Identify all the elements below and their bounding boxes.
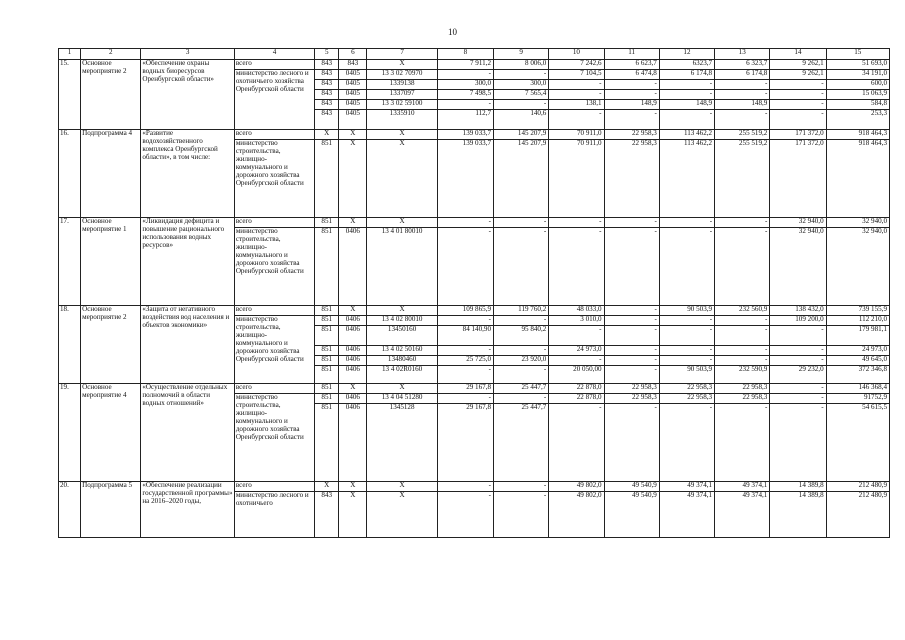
cell-amount: -	[604, 316, 659, 326]
cell-code: 0406	[339, 394, 367, 404]
cell-amount: -	[770, 90, 826, 100]
cell-code: 851	[315, 218, 339, 228]
cell-amount: 119 760,2	[494, 306, 549, 316]
cell-amount: -	[659, 110, 714, 130]
cell-amount: 139 033,7	[437, 130, 493, 140]
cell-amount: 25 447,7	[494, 384, 549, 394]
table-row	[59, 60, 890, 70]
cell-amount: -	[659, 316, 714, 326]
column-header: 14	[770, 49, 826, 60]
cell-amount: -	[715, 228, 770, 306]
cell-name: «Защита от негативного воздействия вод населения и объектов экономики»	[141, 306, 234, 384]
cell-amount: -	[549, 90, 604, 100]
cell-amount: 148,9	[715, 100, 770, 110]
cell-amount: 7 911,2	[437, 60, 493, 70]
cell-amount: -	[604, 346, 659, 356]
cell-code: X	[367, 306, 437, 316]
cell-amount: 232 560,9	[715, 306, 770, 316]
cell-amount: -	[715, 218, 770, 228]
cell-amount: 23 920,0	[494, 356, 549, 366]
cell-amount: 918 464,3	[826, 130, 889, 140]
cell-code: X	[367, 218, 437, 228]
cell-type: Основное мероприятие 1	[81, 218, 141, 306]
cell-amount: 113 462,2	[659, 130, 714, 140]
cell-amount: -	[659, 346, 714, 356]
cell-amount: 212 480,9	[826, 492, 889, 538]
cell-code: 843	[315, 80, 339, 90]
cell-amount: 49 802,0	[549, 482, 604, 492]
cell-amount: -	[659, 404, 714, 482]
column-header: 15	[826, 49, 889, 60]
cell-code: 0406	[339, 228, 367, 306]
page-number: 10	[448, 27, 457, 37]
cell-amount: 29 232,0	[770, 366, 826, 384]
cell-amount: 112 210,0	[826, 316, 889, 326]
cell-total-label: всего	[234, 306, 314, 316]
table-row	[59, 306, 890, 316]
cell-amount: 49 374,1	[659, 482, 714, 492]
cell-total-label: всего	[234, 60, 314, 70]
cell-amount: 25 447,7	[494, 404, 549, 482]
column-header: 3	[141, 49, 234, 60]
cell-amount: -	[494, 346, 549, 356]
cell-total-label: всего	[234, 482, 314, 492]
cell-code: 843	[315, 60, 339, 70]
cell-code: 0406	[339, 356, 367, 366]
cell-amount: 112,7	[437, 110, 493, 130]
cell-amount: 29 167,8	[437, 384, 493, 394]
cell-code: 0405	[339, 100, 367, 110]
cell-amount: 148,9	[604, 100, 659, 110]
cell-name: «Ликвидация дефицита и повышение рационального использования водных ресурсов»	[141, 218, 234, 306]
cell-amount: 300,0	[437, 80, 493, 90]
cell-num: 16.	[59, 130, 81, 218]
cell-amount: 22 878,0	[549, 384, 604, 394]
cell-amount: 90 503,9	[659, 306, 714, 316]
budget-table-container	[58, 48, 890, 538]
cell-amount: 32 940,0	[770, 228, 826, 306]
cell-amount: -	[715, 346, 770, 356]
cell-code: 0406	[339, 326, 367, 346]
cell-code: 0406	[339, 366, 367, 384]
column-header: 4	[234, 49, 314, 60]
cell-amount: -	[770, 394, 826, 404]
cell-amount: 171 372,0	[770, 130, 826, 140]
column-header: 10	[549, 49, 604, 60]
cell-amount: 22 958,3	[659, 394, 714, 404]
table-row	[59, 130, 890, 140]
cell-amount: -	[770, 100, 826, 110]
cell-amount: 34 191,0	[826, 70, 889, 80]
cell-amount: 253,3	[826, 110, 889, 130]
cell-amount: 29 167,8	[437, 404, 493, 482]
cell-amount: 32 940,0	[826, 218, 889, 228]
cell-amount: 171 372,0	[770, 140, 826, 218]
cell-amount: 255 519,2	[715, 130, 770, 140]
cell-amount: 9 262,1	[770, 70, 826, 80]
cell-amount: 90 503,9	[659, 366, 714, 384]
cell-amount: 8 006,0	[494, 60, 549, 70]
cell-amount: 6 623,7	[604, 60, 659, 70]
cell-amount: -	[604, 218, 659, 228]
cell-amount: -	[437, 482, 493, 492]
cell-amount: -	[494, 70, 549, 80]
cell-amount: 22 958,3	[715, 384, 770, 394]
cell-code: 1335910	[367, 110, 437, 130]
cell-amount: 6 174,8	[715, 70, 770, 80]
cell-code: X	[315, 482, 339, 492]
cell-num: 19.	[59, 384, 81, 482]
cell-amount: -	[659, 90, 714, 100]
cell-code: 851	[315, 228, 339, 306]
cell-amount: 70 911,0	[549, 140, 604, 218]
cell-amount: -	[494, 228, 549, 306]
cell-code: 0405	[339, 70, 367, 80]
cell-executor: министерство строительства, жилищно-коммунального и дорожного хозяйства Оренбургской области	[234, 316, 314, 384]
cell-code: 0405	[339, 80, 367, 90]
cell-amount: 54 615,5	[826, 404, 889, 482]
cell-amount: -	[715, 404, 770, 482]
cell-amount: 22 958,3	[604, 140, 659, 218]
cell-amount: 179 981,1	[826, 326, 889, 346]
budget-table	[58, 48, 890, 538]
cell-code: 0405	[339, 110, 367, 130]
cell-amount: 49 802,0	[549, 492, 604, 538]
cell-executor: министерство лесного и охотничьего хозяйства Оренбургской области	[234, 70, 314, 130]
cell-amount: 232 590,9	[715, 366, 770, 384]
cell-amount: -	[715, 316, 770, 326]
cell-code: X	[367, 384, 437, 394]
cell-code: 851	[315, 316, 339, 326]
cell-amount: -	[604, 228, 659, 306]
cell-amount: 22 958,3	[659, 384, 714, 394]
cell-amount: 25 725,0	[437, 356, 493, 366]
table-body	[59, 60, 890, 538]
cell-code: 13 4 02 50160	[367, 346, 437, 356]
cell-amount: 3 010,0	[549, 316, 604, 326]
cell-amount: -	[494, 316, 549, 326]
cell-amount: 109 865,9	[437, 306, 493, 316]
cell-amount: -	[770, 346, 826, 356]
column-header: 5	[315, 49, 339, 60]
cell-amount: -	[549, 228, 604, 306]
cell-amount: 6323,7	[659, 60, 714, 70]
cell-code: 1345128	[367, 404, 437, 482]
cell-amount: 138,1	[549, 100, 604, 110]
cell-amount: 49 645,0	[826, 356, 889, 366]
cell-amount: -	[549, 356, 604, 366]
cell-code: X	[339, 492, 367, 538]
column-header: 6	[339, 49, 367, 60]
cell-num: 15.	[59, 60, 81, 130]
cell-num: 18.	[59, 306, 81, 384]
cell-code: 13 3 02 70970	[367, 70, 437, 80]
cell-amount: -	[715, 90, 770, 100]
cell-code: 1337097	[367, 90, 437, 100]
cell-executor: министерство строительства, жилищно-коммунального и дорожного хозяйства Оренбургской области	[234, 140, 314, 218]
cell-amount: -	[659, 326, 714, 346]
cell-code: 13480460	[367, 356, 437, 366]
cell-amount: 32 940,0	[770, 218, 826, 228]
cell-amount: 84 140,90	[437, 326, 493, 346]
cell-code: X	[367, 140, 437, 218]
column-header: 9	[494, 49, 549, 60]
cell-amount: 24 973,0	[549, 346, 604, 356]
table-row	[59, 218, 890, 228]
cell-amount: -	[494, 366, 549, 384]
cell-code: X	[339, 140, 367, 218]
cell-amount: 140,6	[494, 110, 549, 130]
column-header: 13	[715, 49, 770, 60]
cell-amount: -	[604, 80, 659, 90]
cell-type: Подпрограмма 4	[81, 130, 141, 218]
cell-amount: 22 958,3	[715, 394, 770, 404]
cell-code: 13 3 02 59100	[367, 100, 437, 110]
cell-code: 0405	[339, 90, 367, 100]
cell-amount: 6 323,7	[715, 60, 770, 70]
cell-amount: -	[604, 110, 659, 130]
cell-amount: 6 474,8	[604, 70, 659, 80]
cell-code: X	[367, 130, 437, 140]
cell-total-label: всего	[234, 384, 314, 394]
cell-type: Основное мероприятие 2	[81, 60, 141, 130]
cell-code: 13 4 02 80010	[367, 316, 437, 326]
cell-amount: -	[494, 394, 549, 404]
cell-code: 13 4 01 80010	[367, 228, 437, 306]
cell-amount: 22 958,3	[604, 130, 659, 140]
cell-amount: -	[604, 404, 659, 482]
cell-amount: -	[659, 228, 714, 306]
cell-code: 851	[315, 384, 339, 394]
cell-code: X	[339, 130, 367, 140]
cell-amount: -	[604, 356, 659, 366]
cell-amount: 20 050,00	[549, 366, 604, 384]
cell-executor: министерство строительства, жилищно-коммунального и дорожного хозяйства Оренбургской области	[234, 394, 314, 482]
cell-code: 851	[315, 404, 339, 482]
cell-amount: 91752,9	[826, 394, 889, 404]
cell-amount: -	[437, 70, 493, 80]
cell-name: «Осуществление отдельных полномочий в области водных отношений»	[141, 384, 234, 482]
cell-amount: 49 374,1	[715, 482, 770, 492]
cell-amount: -	[770, 80, 826, 90]
cell-amount: -	[715, 326, 770, 346]
cell-amount: 148,9	[659, 100, 714, 110]
cell-amount: -	[494, 218, 549, 228]
cell-amount: 49 540,9	[604, 492, 659, 538]
cell-amount: -	[437, 346, 493, 356]
cell-amount: 146 368,4	[826, 384, 889, 394]
cell-code: X	[339, 306, 367, 316]
cell-amount: 9 262,1	[770, 60, 826, 70]
cell-amount: -	[604, 90, 659, 100]
cell-amount: 6 174,8	[659, 70, 714, 80]
cell-code: 851	[315, 326, 339, 346]
cell-amount: 49 374,1	[659, 492, 714, 538]
cell-amount: -	[770, 110, 826, 130]
cell-amount: 138 432,0	[770, 306, 826, 316]
cell-amount: 22 878,0	[549, 394, 604, 404]
cell-amount: -	[437, 218, 493, 228]
cell-amount: 49 374,1	[715, 492, 770, 538]
cell-executor: министерство лесного и охотничьего	[234, 492, 314, 538]
column-header: 1	[59, 49, 81, 60]
cell-amount: -	[715, 110, 770, 130]
cell-amount: 32 940,0	[826, 228, 889, 306]
cell-code: X	[339, 218, 367, 228]
cell-amount: -	[494, 492, 549, 538]
cell-code: 851	[315, 140, 339, 218]
cell-type: Основное мероприятие 4	[81, 384, 141, 482]
cell-amount: -	[437, 366, 493, 384]
cell-amount: 7 565,4	[494, 90, 549, 100]
cell-type: Подпрограмма 5	[81, 482, 141, 538]
header-row	[59, 49, 890, 60]
cell-name: «Развитие водохозяйственного комплекса Оренбургской области», в том числе:	[141, 130, 234, 218]
cell-amount: -	[659, 80, 714, 90]
cell-amount: -	[604, 306, 659, 316]
cell-amount: -	[770, 356, 826, 366]
cell-amount: 109 200,0	[770, 316, 826, 326]
cell-amount: 139 033,7	[437, 140, 493, 218]
cell-amount: 95 840,2	[494, 326, 549, 346]
cell-amount: 300,0	[494, 80, 549, 90]
cell-code: X	[339, 384, 367, 394]
cell-amount: -	[494, 482, 549, 492]
cell-amount: -	[604, 326, 659, 346]
cell-code: 13 4 02R0160	[367, 366, 437, 384]
cell-type: Основное мероприятие 2	[81, 306, 141, 384]
cell-amount: 24 973,0	[826, 346, 889, 356]
column-header: 7	[367, 49, 437, 60]
cell-amount: -	[437, 228, 493, 306]
cell-name: «Обеспечение охраны водных биоресурсов Оренбургской области»	[141, 60, 234, 130]
cell-amount: 48 033,0	[549, 306, 604, 316]
cell-amount: 600,0	[826, 80, 889, 90]
cell-code: 843	[315, 70, 339, 80]
cell-code: 0406	[339, 316, 367, 326]
cell-code: 1339138	[367, 80, 437, 90]
cell-amount: 7 498,5	[437, 90, 493, 100]
cell-code: 843	[315, 492, 339, 538]
cell-amount: -	[715, 356, 770, 366]
cell-amount: -	[437, 394, 493, 404]
cell-amount: -	[437, 316, 493, 326]
cell-amount: 7 104,5	[549, 70, 604, 80]
cell-code: 851	[315, 394, 339, 404]
cell-total-label: всего	[234, 218, 314, 228]
cell-amount: 145 207,9	[494, 140, 549, 218]
column-header: 2	[81, 49, 141, 60]
cell-amount: 22 958,3	[604, 384, 659, 394]
cell-code: 851	[315, 356, 339, 366]
cell-amount: -	[770, 404, 826, 482]
cell-amount: -	[549, 326, 604, 346]
cell-amount: 70 911,0	[549, 130, 604, 140]
cell-amount: 49 540,9	[604, 482, 659, 492]
cell-amount: 145 207,9	[494, 130, 549, 140]
column-header: 8	[437, 49, 493, 60]
column-header: 11	[604, 49, 659, 60]
cell-code: 851	[315, 346, 339, 356]
cell-amount: -	[604, 366, 659, 384]
cell-code: 843	[315, 100, 339, 110]
cell-code: 843	[315, 90, 339, 100]
column-header: 12	[659, 49, 714, 60]
cell-num: 20.	[59, 482, 81, 538]
cell-amount: 255 519,2	[715, 140, 770, 218]
cell-amount: 113 462,2	[659, 140, 714, 218]
cell-amount: -	[549, 218, 604, 228]
cell-code: X	[339, 482, 367, 492]
cell-code: 0406	[339, 404, 367, 482]
cell-amount: 51 693,0	[826, 60, 889, 70]
cell-amount: -	[770, 384, 826, 394]
cell-name: «Обеспечение реализации государственной программы» на 2016–2020 годы,	[141, 482, 234, 538]
cell-code: 851	[315, 366, 339, 384]
cell-amount: 372 346,8	[826, 366, 889, 384]
cell-amount: -	[549, 110, 604, 130]
cell-amount: 15 063,9	[826, 90, 889, 100]
cell-code: 0406	[339, 346, 367, 356]
cell-amount: -	[437, 492, 493, 538]
cell-code: 843	[339, 60, 367, 70]
table-row	[59, 384, 890, 394]
cell-num: 17.	[59, 218, 81, 306]
cell-code: 13450160	[367, 326, 437, 346]
cell-amount: -	[659, 218, 714, 228]
cell-code: X	[367, 482, 437, 492]
cell-amount: 584,8	[826, 100, 889, 110]
cell-amount: 14 389,8	[770, 482, 826, 492]
cell-code: 13 4 04 51280	[367, 394, 437, 404]
cell-amount: 22 958,3	[604, 394, 659, 404]
table-row	[59, 482, 890, 492]
cell-amount: 918 464,3	[826, 140, 889, 218]
cell-amount: -	[715, 80, 770, 90]
cell-amount: -	[437, 100, 493, 110]
cell-amount: -	[549, 80, 604, 90]
cell-amount: 14 389,8	[770, 492, 826, 538]
cell-amount: -	[549, 404, 604, 482]
cell-amount: 212 480,9	[826, 482, 889, 492]
cell-code: X	[367, 60, 437, 70]
cell-code: X	[315, 130, 339, 140]
cell-amount: -	[494, 100, 549, 110]
cell-amount: 7 242,6	[549, 60, 604, 70]
cell-code: X	[367, 492, 437, 538]
cell-executor: министерство строительства, жилищно-коммунального и дорожного хозяйства Оренбургской области	[234, 228, 314, 306]
cell-code: 851	[315, 306, 339, 316]
cell-code: 843	[315, 110, 339, 130]
cell-amount: -	[659, 356, 714, 366]
cell-amount: -	[770, 326, 826, 346]
cell-amount: 739 155,9	[826, 306, 889, 316]
cell-total-label: всего	[234, 130, 314, 140]
